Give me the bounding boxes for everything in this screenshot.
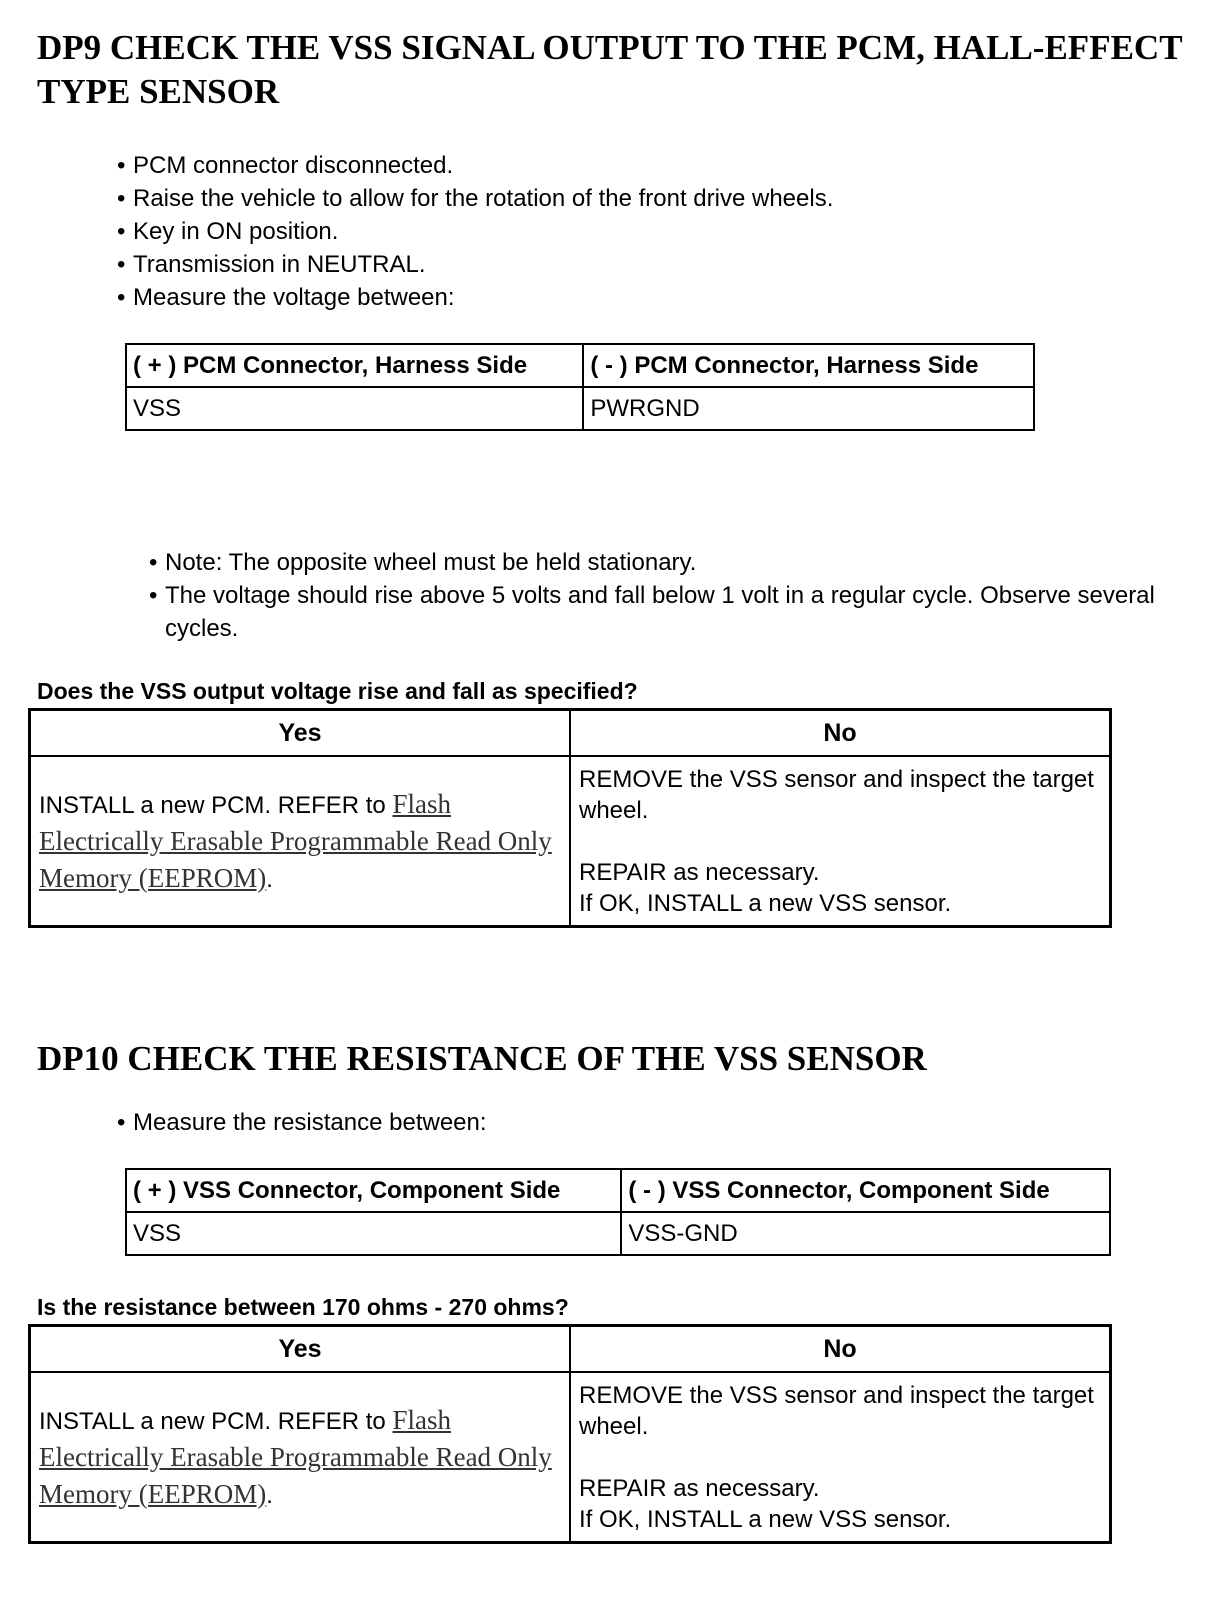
table-header-cell: ( + ) PCM Connector, Harness Side — [126, 344, 583, 387]
dp10-question: Is the resistance between 170 ohms - 270 ohms? — [37, 1294, 569, 1320]
table-row — [126, 387, 1034, 430]
dp9-steps-list — [117, 149, 833, 314]
list-item: • Key in ON position. — [117, 215, 833, 248]
yes-header: Yes — [30, 1326, 571, 1373]
no-line-1: REMOVE the VSS sensor and inspect the target wheel. — [579, 1381, 1094, 1440]
no-cell — [570, 1372, 1111, 1543]
section-title-dp9: DP9 CHECK THE VSS SIGNAL OUTPUT TO THE PCM, HALL-EFFECT TYPE SENSOR — [37, 28, 1182, 111]
list-item: • PCM connector disconnected. — [117, 149, 833, 182]
no-line-2: REPAIR as necessary. — [579, 1474, 820, 1502]
list-item: • Raise the vehicle to allow for the rotation of the front drive wheels. — [117, 182, 833, 215]
table-cell: VSS — [126, 387, 583, 430]
yes-end: . — [266, 865, 273, 893]
no-cell — [570, 756, 1111, 927]
table-row — [126, 1212, 1110, 1255]
no-line-3: If OK, INSTALL a new VSS sensor. — [579, 1505, 952, 1533]
table-cell: PWRGND — [583, 387, 1034, 430]
no-line-3: If OK, INSTALL a new VSS sensor. — [579, 889, 952, 917]
list-item: • Transmission in NEUTRAL. — [117, 248, 833, 281]
no-line-1: REMOVE the VSS sensor and inspect the target wheel. — [579, 765, 1094, 824]
yes-text: INSTALL a new PCM. REFER to — [39, 791, 386, 819]
no-header: No — [570, 710, 1111, 757]
yes-header: Yes — [30, 710, 571, 757]
section-title-dp10: DP10 CHECK THE RESISTANCE OF THE VSS SENSOR — [37, 1039, 927, 1078]
dp9-notes-list — [117, 546, 1177, 645]
yes-end: . — [266, 1481, 273, 1509]
yes-cell — [30, 756, 571, 927]
table-header-cell: ( + ) VSS Connector, Component Side — [126, 1169, 621, 1212]
list-item: • Measure the resistance between: — [117, 1106, 487, 1139]
eeprom-link[interactable]: Flash Electrically Erasable Programmable Read Only Memory (EEPROM) — [39, 1404, 552, 1509]
dp9-question: Does the VSS output voltage rise and fall as specified? — [37, 678, 638, 704]
list-item: • Note: The opposite wheel must be held stationary. — [117, 546, 1177, 579]
dp10-yes-no-table — [28, 1324, 1112, 1544]
table-row — [30, 1372, 1111, 1543]
yes-cell — [30, 1372, 571, 1543]
table-header-row — [126, 1169, 1110, 1212]
dp9-measure-table — [125, 343, 1035, 431]
list-item: • Measure the voltage between: — [117, 281, 833, 314]
table-cell: VSS-GND — [621, 1212, 1110, 1255]
eeprom-link[interactable]: Flash Electrically Erasable Programmable Read Only Memory (EEPROM) — [39, 788, 552, 893]
list-item: • The voltage should rise above 5 volts and fall below 1 volt in a regular cycle. Observe several cycles. — [117, 579, 1177, 645]
no-header: No — [570, 1326, 1111, 1373]
table-row — [30, 756, 1111, 927]
table-header-row — [30, 1326, 1111, 1373]
table-header-cell: ( - ) PCM Connector, Harness Side — [583, 344, 1034, 387]
dp9-yes-no-table — [28, 708, 1112, 928]
dp10-steps-list — [117, 1106, 487, 1139]
table-cell: VSS — [126, 1212, 621, 1255]
yes-text: INSTALL a new PCM. REFER to — [39, 1407, 386, 1435]
dp10-measure-table — [125, 1168, 1111, 1256]
table-header-cell: ( - ) VSS Connector, Component Side — [621, 1169, 1110, 1212]
no-line-2: REPAIR as necessary. — [579, 858, 820, 886]
table-header-row — [30, 710, 1111, 757]
table-header-row — [126, 344, 1034, 387]
